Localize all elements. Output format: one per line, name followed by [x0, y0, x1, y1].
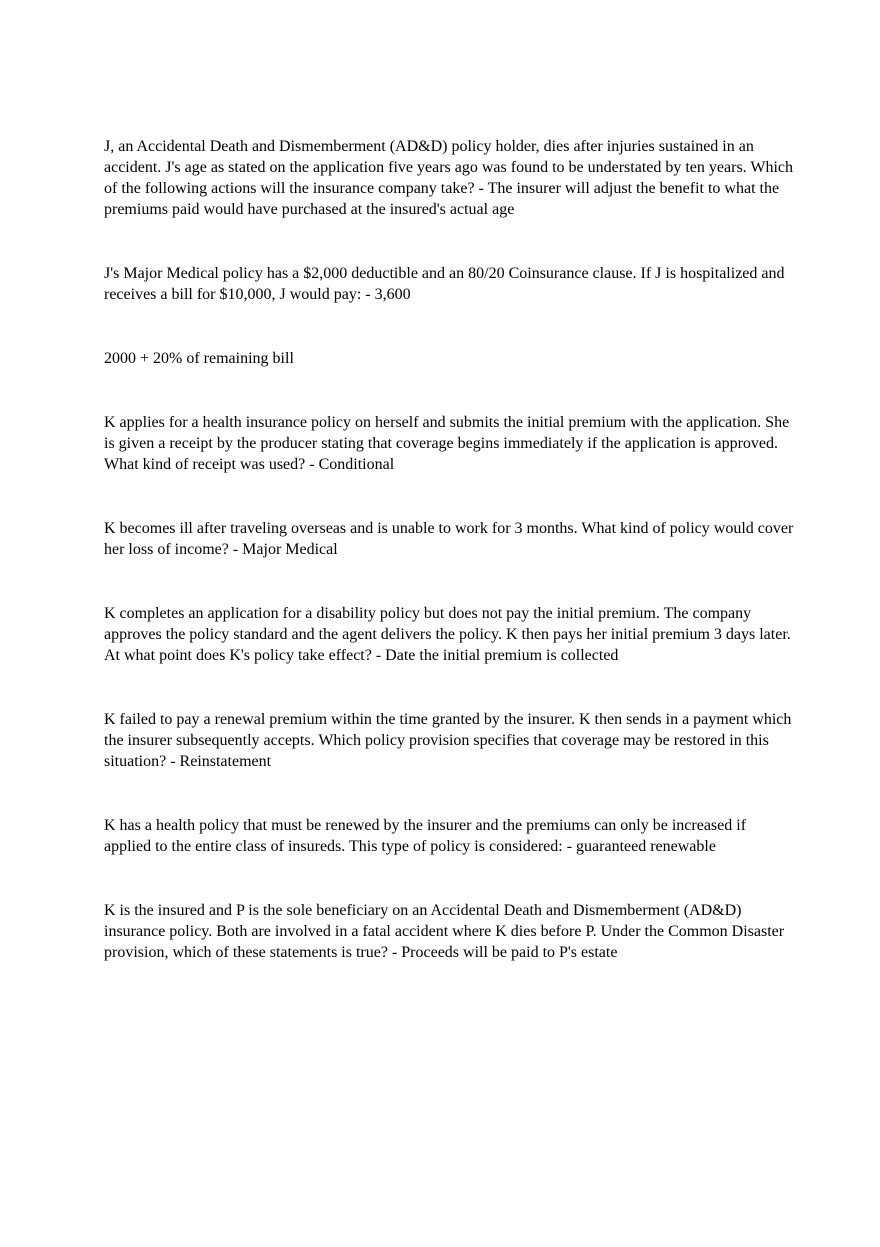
qa-paragraph-7: K failed to pay a renewal premium within the time granted by the insurer. K then sends in a payment which the insurer subsequently accepts. Which policy provision specifies that coverage may be restored in this situation? - Reinstatement: [104, 711, 792, 770]
qa-paragraph-4: K applies for a health insurance policy on herself and submits the initial premium with the application. She is given a receipt by the producer stating that coverage begins immediately if the application is approved. What kind of receipt was used? - Conditional: [104, 414, 790, 473]
qa-paragraph-9: K is the insured and P is the sole beneficiary on an Accidental Death and Dismemberment (AD&D) insurance policy. Both are involved in a fatal accident where K dies before P. Under the Common Disaster provision, which of these statements is true? - Proceeds will be paid to P's estate: [104, 902, 785, 961]
qa-paragraph-5: K becomes ill after traveling overseas and is unable to work for 3 months. What kind of policy would cover her loss of income? - Major Medical: [104, 520, 794, 558]
qa-paragraph-6: K completes an application for a disability policy but does not pay the initial premium. The company approves the policy standard and the agent delivers the policy. K then pays her initial premium 3 days later. At what point does K's policy take effect? - Date the initial premium is collected: [104, 605, 791, 664]
qa-paragraph-8: K has a health policy that must be renewed by the insurer and the premiums can only be increased if applied to the entire class of insureds. This type of policy is considered: - guaranteed renewable: [104, 817, 747, 855]
document-body: [104, 136, 794, 963]
qa-paragraph-3: 2000 + 20% of remaining bill: [104, 350, 294, 367]
qa-paragraph-2: J's Major Medical policy has a $2,000 deductible and an 80/20 Coinsurance clause. If J is hospitalized and receives a bill for $10,000, J would pay: - 3,600: [104, 265, 785, 303]
qa-paragraph-1: J, an Accidental Death and Dismemberment (AD&D) policy holder, dies after injuries sustained in an accident. J's age as stated on the application five years ago was found to be understated by ten years. Which of the following actions will the insurance company take? - The insurer will adjust the benefit to what the premiums paid would have purchased at the insured's actual age: [104, 138, 794, 218]
